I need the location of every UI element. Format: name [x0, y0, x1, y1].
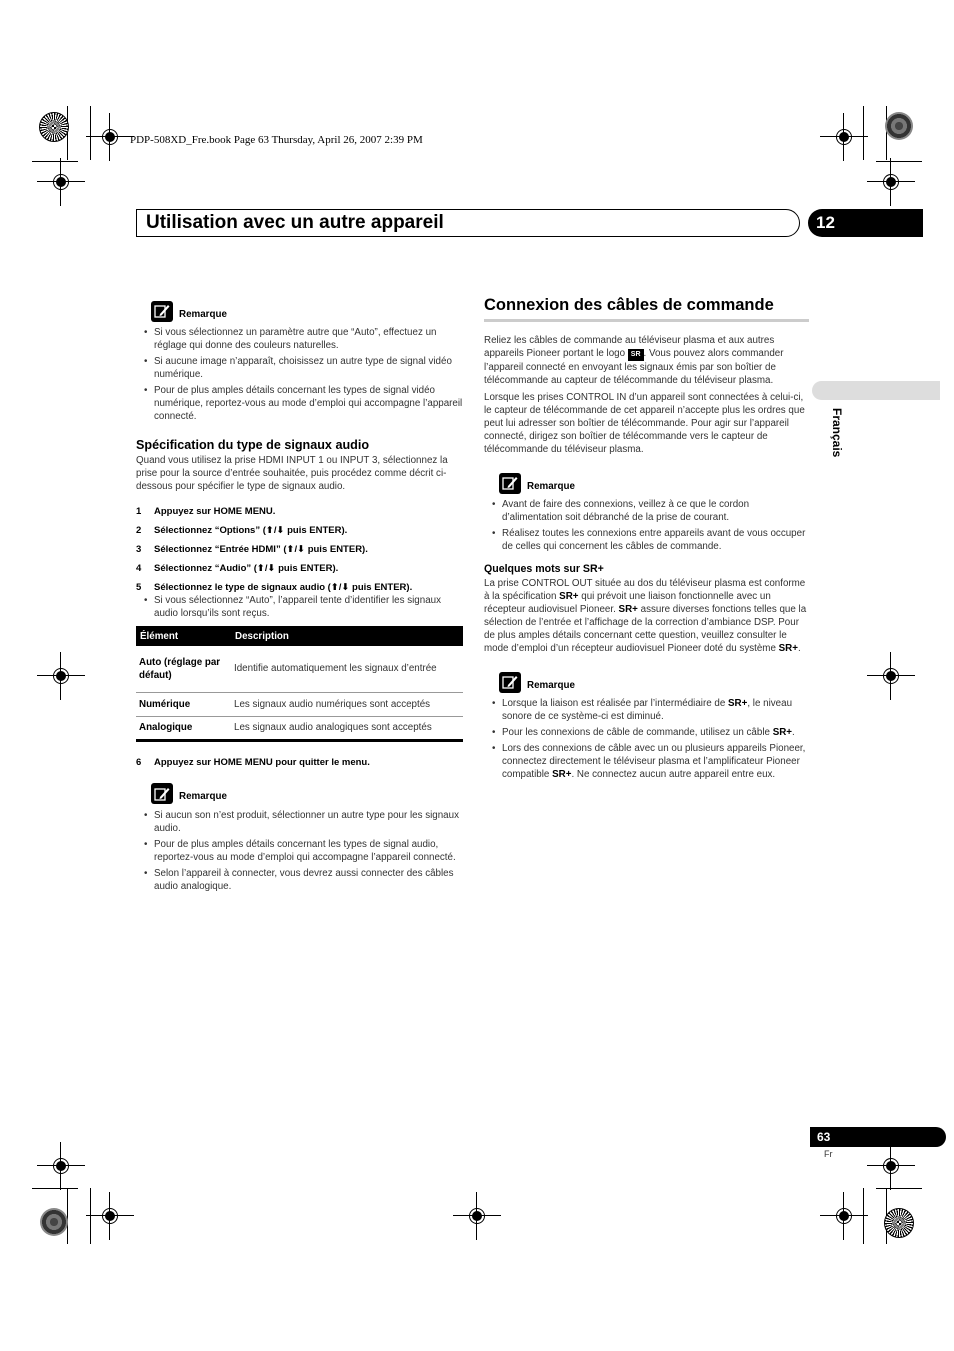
- note-heading: [499, 472, 809, 494]
- table-row: Analogique Les signaux audio analogiques sont acceptés: [136, 716, 463, 740]
- crosshair-icon: [37, 158, 85, 206]
- note-heading: [151, 783, 463, 805]
- step-list: [136, 505, 463, 620]
- note-heading: [499, 671, 809, 693]
- list-item: • Si aucune image n’apparaît, choisissez un autre type de signal vidéo numérique.: [136, 355, 463, 381]
- sr-logo-icon: SR: [628, 349, 644, 361]
- note-label: Remarque: [179, 791, 227, 802]
- table-header: Description: [231, 626, 463, 646]
- book-info: PDP-508XD_Fre.book Page 63 Thursday, April 26, 2007 2:39 PM: [130, 134, 423, 146]
- list-item: • Si vous sélectionnez un paramètre autre que “Auto”, effectuez un réglage qui donne des couleurs naturelles.: [136, 326, 463, 352]
- crosshair-icon: [820, 113, 868, 161]
- step: 3 Sélectionnez “Entrée HDMI” (⬆/⬇ puis ENTER).: [136, 544, 368, 555]
- list-item: • Si vous sélectionnez “Auto”, l’appareil tente d’identifier les signaux audio lorsqu’ils sont reçus.: [136, 594, 463, 620]
- language-label: Français: [830, 408, 844, 458]
- pencil-note-icon: [151, 783, 173, 804]
- note-label: Remarque: [527, 679, 575, 691]
- pencil-note-icon: [499, 672, 521, 693]
- registration-dot-icon: [40, 1208, 68, 1236]
- right-column: [484, 294, 809, 784]
- paragraph: Reliez les câbles de commande au téléviseur plasma et aux autres appareils Pioneer portant le logo SR . Vous pouvez alors commander l’appareil connecté en envoyant les signaux émis par son boîtier de télécommande au capteur de télécommande du téléviseur plasma.: [484, 335, 784, 386]
- note-list: [484, 498, 809, 553]
- chapter-number: 12: [816, 213, 835, 232]
- left-column: [136, 300, 463, 896]
- list-item: • Si aucun son n’est produit, sélectionner un autre type pour les signaux audio.: [136, 809, 463, 835]
- list-item: • Réalisez toutes les connexions entre appareils avant de vous occuper de celles qui concernent les câbles de commande.: [484, 527, 809, 553]
- paragraph: Lorsque les prises CONTROL IN d’un appareil sont connectées à celui-ci, le capteur de télécommande de cet appareil n’accepte plus les ordres que peut lui adresser son boîtier de télécommande. Pour agir sur l’appareil connecté, dirigez son boîtier de télécommande vers le capteur de télécommande du téléviseur plasma.: [484, 392, 805, 455]
- table-header: Élément: [136, 626, 231, 646]
- table-row: Auto (réglage par défaut) Identifie automatiquement les signaux d’entrée: [136, 646, 463, 692]
- list-item: • Pour de plus amples détails concernant les types de signal audio, reportez-vous au mode d’emploi qui accompagne l’appareil connecté.: [136, 838, 463, 864]
- step: 5 Sélectionnez le type de signaux audio (⬆/⬇ puis ENTER).: [136, 582, 413, 593]
- crosshair-icon: [453, 1192, 501, 1240]
- section-heading: Spécification du type de signaux audio: [136, 438, 370, 452]
- page-number: 63: [817, 1130, 831, 1144]
- crosshair-icon: [37, 1142, 85, 1190]
- list-item: • Lorsque la liaison est réalisée par l’intermédiaire de SR+, le niveau sonore de ce système-ci est diminué.: [484, 697, 809, 723]
- crosshair-icon: [867, 1142, 915, 1190]
- crosshair-icon: [867, 652, 915, 700]
- crosshair-icon: [867, 158, 915, 206]
- crosshair-icon: [86, 113, 134, 161]
- note-label: Remarque: [179, 308, 227, 320]
- pencil-note-icon: [499, 473, 521, 494]
- audio-type-table: [136, 626, 463, 742]
- note-list: [136, 326, 463, 423]
- list-item: • Pour les connexions de câble de commande, utilisez un câble SR+.: [484, 726, 809, 739]
- page-number-badge: [810, 1127, 946, 1147]
- page-language: Fr: [824, 1149, 833, 1159]
- step: 6 Appuyez sur HOME MENU pour quitter le menu.: [136, 756, 370, 768]
- language-tab: [812, 381, 940, 400]
- paragraph: La prise CONTROL OUT située au dos du téléviseur plasma est conforme à la spécification SR+ qui prévoit une liaison fonctionnelle avec un récepteur audiovisuel Pioneer. SR+ assure diverses fonctions telles que la sélection de l’entrée et l’affichage de la correction d’ambiance DSP. Pour de plus amples détails concernant cette question, veuillez consulter le mode d’emploi d’un récepteur audiovisuel Pioneer doté du système SR+.: [484, 578, 807, 654]
- step: 1 Appuyez sur HOME MENU.: [136, 506, 276, 517]
- registration-wheel-icon: [39, 112, 69, 142]
- note-label: Remarque: [527, 480, 575, 492]
- sub-heading: Quelques mots sur SR+: [484, 563, 604, 575]
- list-item: • Lors des connexions de câble avec un ou plusieurs appareils Pioneer, connectez directement le téléviseur plasma et l’amplificateur Pioneer compatible SR+. Ne connectez aucun autre appareil entre eux.: [484, 742, 809, 781]
- list-item: • Pour de plus amples détails concernant les types de signal vidéo numérique, reportez-vous au mode d’emploi qui accompagne l’appareil connecté.: [136, 384, 463, 423]
- crosshair-icon: [86, 1192, 134, 1240]
- pencil-note-icon: [151, 301, 173, 322]
- page-title: Utilisation avec un autre appareil: [146, 212, 444, 233]
- crosshair-icon: [820, 1192, 868, 1240]
- section-intro: Quand vous utilisez la prise HDMI INPUT 1 ou INPUT 3, sélectionnez la prise pour la source d’entrée souhaitée, puis procédez comme décrit ci-dessous pour spécifier le type de signaux audio.: [136, 455, 448, 492]
- section-heading: Connexion des câbles de commande: [484, 294, 809, 322]
- step: 2 Sélectionnez “Options” (⬆/⬇ puis ENTER).: [136, 525, 348, 536]
- note-list: [484, 697, 809, 781]
- list-item: • Selon l’appareil à connecter, vous devrez aussi connecter des câbles audio analogique.: [136, 867, 463, 893]
- step: 4 Sélectionnez “Audio” (⬆/⬇ puis ENTER).: [136, 563, 339, 574]
- note-list: [136, 809, 463, 893]
- note-heading: [151, 300, 463, 322]
- registration-wheel-icon: [884, 1208, 914, 1238]
- list-item: • Avant de faire des connexions, veillez à ce que le cordon d’alimentation soit débranché de la prise de courant.: [484, 498, 809, 524]
- crosshair-icon: [37, 652, 85, 700]
- registration-dot-icon: [885, 112, 913, 140]
- table-row: Numérique Les signaux audio numériques sont acceptés: [136, 692, 463, 716]
